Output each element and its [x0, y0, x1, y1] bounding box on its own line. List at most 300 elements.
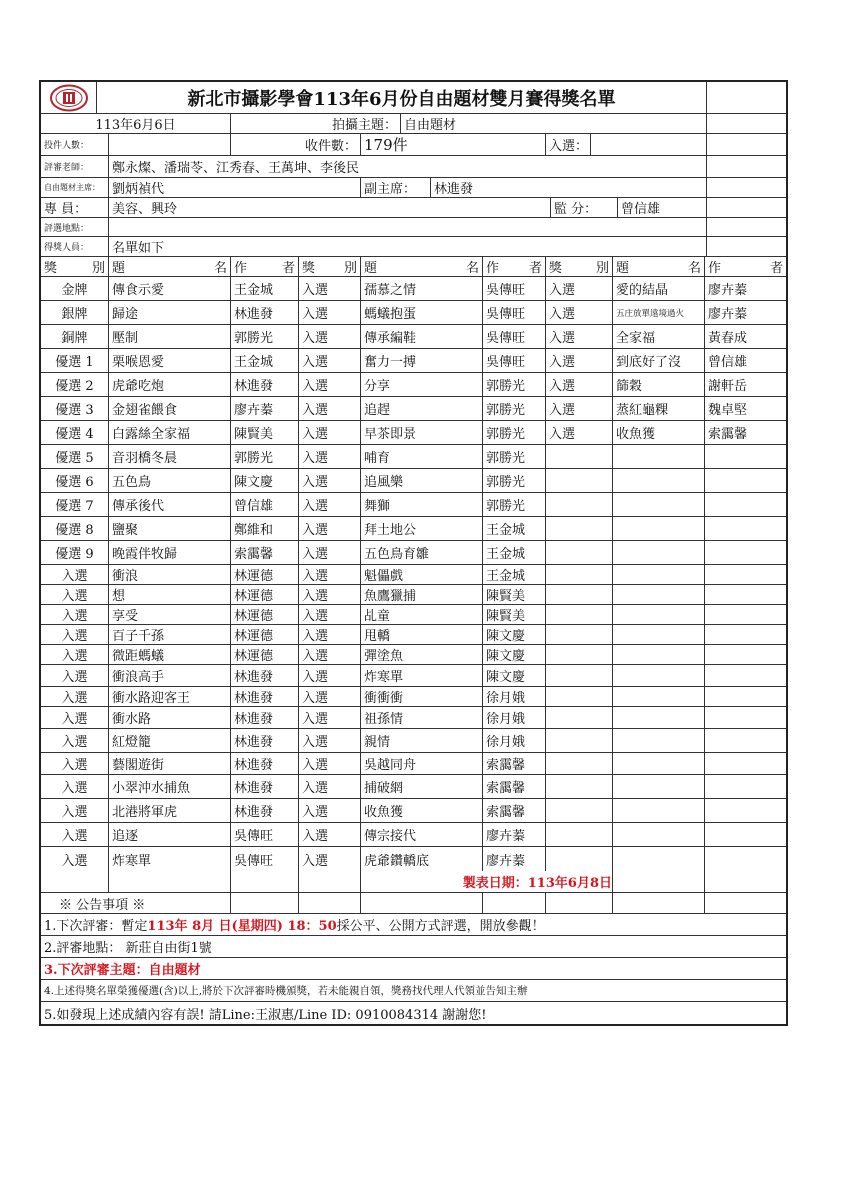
title-cell: 衝水路迎客王 — [109, 687, 231, 706]
award-cell — [546, 823, 613, 846]
title-cell — [613, 665, 705, 686]
award-cell — [546, 645, 613, 664]
author-cell — [705, 775, 786, 798]
author-cell: 索靄馨 — [231, 541, 299, 564]
award-cell: 入選 — [299, 277, 361, 300]
title-cell: 奮力一搏 — [361, 349, 483, 372]
award-cell: 入選 — [41, 645, 109, 664]
award-cell: 入選 — [299, 373, 361, 396]
award-cell: 入選 — [41, 565, 109, 584]
table-row — [41, 445, 786, 469]
title-cell: 栗喉恩愛 — [109, 349, 231, 372]
author-cell: 林進發 — [231, 729, 299, 752]
award-cell: 入選 — [41, 753, 109, 774]
table-row — [41, 373, 786, 397]
winners-value: 名單如下 — [109, 237, 707, 256]
award-cell — [546, 625, 613, 644]
title-cell — [613, 707, 705, 728]
award-cell: 入選 — [546, 397, 613, 420]
title-cell: 鹽聚 — [109, 517, 231, 540]
title-cell: 衝浪高手 — [109, 665, 231, 686]
table-row — [41, 605, 786, 625]
header-title: 題 名 — [361, 257, 483, 276]
date-theme-row — [41, 114, 786, 134]
table-row — [41, 707, 786, 729]
author-cell: 廖卉蓁 — [708, 307, 748, 322]
table-row — [41, 847, 786, 871]
title-cell — [613, 517, 705, 540]
award-cell — [546, 847, 613, 871]
author-cell: 徐月娥 — [483, 687, 546, 706]
author-cell — [705, 625, 786, 644]
header-title: 題 名 — [109, 257, 231, 276]
author-cell: 林進發 — [231, 665, 299, 686]
table-row — [41, 565, 786, 585]
award-sheet — [39, 80, 788, 1026]
title-cell: 金翅雀餵食 — [109, 397, 231, 420]
author-cell — [705, 687, 786, 706]
title-cell: 拜土地公 — [361, 517, 483, 540]
award-cell: 入選 — [299, 625, 361, 644]
author-cell: 陳賢美 — [483, 605, 546, 624]
title-cell: 魚鷹獵捕 — [361, 585, 483, 604]
award-cell: 優選 7 — [41, 493, 109, 516]
table-row — [41, 517, 786, 541]
author-cell: 郭勝光 — [483, 397, 546, 420]
author-cell: 郭勝光 — [483, 445, 546, 468]
column-header-row — [41, 257, 786, 277]
notice-4: 4.上述得獎名單榮獲優選(含)以上,將於下次評審時機頒獎，若未能親自領，獎務找代理人代領並告知主辦 — [41, 980, 786, 1002]
award-cell: 入選 — [299, 421, 361, 444]
title-cell: 紅燈籠 — [109, 729, 231, 752]
association-seal-icon — [41, 82, 97, 114]
title-cell — [613, 445, 705, 468]
title-cell — [613, 753, 705, 774]
title-cell: 祖孫情 — [361, 707, 483, 728]
author-cell: 陳賢美 — [231, 421, 299, 444]
title-cell: 藝閣遊街 — [109, 753, 231, 774]
title-cell — [613, 605, 705, 624]
notice-title: ※ 公告事項 ※ — [41, 893, 231, 913]
author-cell — [705, 469, 786, 492]
title-cell: 五庄放單遠境過火 — [613, 301, 705, 324]
title-cell: 虎爺鑽轎底 — [361, 847, 483, 871]
author-cell: 王金城 — [231, 349, 299, 372]
award-cell: 入選 — [299, 687, 361, 706]
award-cell: 銀牌 — [41, 301, 109, 324]
author-cell: 曾信雄 — [708, 355, 748, 370]
header-award: 獎 別 — [299, 257, 361, 276]
title-cell: 壓制 — [109, 325, 231, 348]
author-cell: 郭勝光 — [231, 445, 299, 468]
author-cell: 郭勝光 — [231, 325, 299, 348]
title-cell: 衝衝衝 — [361, 687, 483, 706]
author-cell — [705, 605, 786, 624]
staff-value: 美容、興玲 — [109, 198, 551, 217]
table-row — [41, 823, 786, 847]
notice-5: 5.如發現上述成績內容有誤! 請Line:王淑惠/Line ID: 0910084314 謝謝您! — [44, 1007, 487, 1023]
author-cell: 陳文慶 — [483, 645, 546, 664]
award-cell: 優選 1 — [41, 349, 109, 372]
table-row — [41, 493, 786, 517]
table-row — [41, 325, 786, 349]
author-cell: 王金城 — [231, 277, 299, 300]
chair-value: 劉炳禎代 — [109, 178, 361, 197]
author-cell: 王金城 — [483, 541, 546, 564]
author-cell: 索靄馨 — [483, 799, 546, 822]
vice-label: 副主席： — [361, 178, 431, 197]
sheet-date: 113年6月6日 — [41, 114, 231, 133]
award-cell: 入選 — [299, 585, 361, 604]
award-cell: 入選 — [299, 847, 361, 871]
title-cell: 北港將軍虎 — [109, 799, 231, 822]
theme-label: 拍攝主題： — [231, 114, 401, 133]
table-row — [41, 469, 786, 493]
author-cell: 陳文慶 — [483, 665, 546, 686]
received-label: 收件數： — [231, 134, 361, 155]
award-cell — [546, 493, 613, 516]
table-row — [41, 775, 786, 799]
award-cell: 入選 — [299, 445, 361, 468]
title-cell: 音羽橋冬晨 — [109, 445, 231, 468]
judges-label: 評審老師： — [41, 156, 109, 177]
author-cell: 林進發 — [231, 301, 299, 324]
author-cell: 王金城 — [483, 517, 546, 540]
author-cell: 林進發 — [231, 707, 299, 728]
award-cell: 入選 — [299, 645, 361, 664]
notice-title-row — [41, 893, 786, 914]
award-cell — [546, 565, 613, 584]
title-cell — [613, 585, 705, 604]
header-author: 作 者 — [483, 257, 546, 276]
author-cell: 廖卉蓁 — [231, 397, 299, 420]
title-cell: 篩穀 — [613, 373, 705, 396]
award-cell: 入選 — [299, 349, 361, 372]
results-table — [41, 277, 786, 871]
title-cell: 螞蟻抱蛋 — [361, 301, 483, 324]
award-cell — [546, 517, 613, 540]
title-cell: 虎爺吃炮 — [109, 373, 231, 396]
judges-row — [41, 156, 786, 178]
author-cell: 林進發 — [231, 753, 299, 774]
page-title: 新北市攝影學會113年6月份自由題材雙月賽得獎名單 — [97, 82, 707, 113]
author-cell — [705, 753, 786, 774]
author-cell: 吳傳旺 — [231, 823, 299, 846]
author-cell: 林進發 — [231, 799, 299, 822]
award-cell — [546, 541, 613, 564]
judges-value: 鄭永燦、潘瑞苓、江秀春、王萬坤、李後民 — [109, 156, 707, 177]
author-cell — [705, 445, 786, 468]
author-cell: 曾信雄 — [231, 493, 299, 516]
award-cell: 入選 — [299, 753, 361, 774]
award-cell: 優選 4 — [41, 421, 109, 444]
award-cell: 入選 — [41, 847, 109, 871]
award-cell: 優選 9 — [41, 541, 109, 564]
title-cell — [613, 493, 705, 516]
award-cell: 優選 3 — [41, 397, 109, 420]
author-cell: 林運德 — [231, 605, 299, 624]
title-cell: 收魚獲 — [361, 799, 483, 822]
award-cell: 優選 8 — [41, 517, 109, 540]
title-cell: 享受 — [109, 605, 231, 624]
title-cell: 衝水路 — [109, 707, 231, 728]
award-cell — [546, 753, 613, 774]
author-cell: 林運德 — [231, 565, 299, 584]
award-cell: 入選 — [299, 665, 361, 686]
award-cell: 優選 2 — [41, 373, 109, 396]
author-cell: 郭勝光 — [483, 373, 546, 396]
author-cell: 索靄馨 — [483, 753, 546, 774]
author-cell: 陳賢美 — [483, 585, 546, 604]
author-cell: 魏卓堅 — [708, 403, 748, 418]
vice-value: 林進發 — [431, 178, 707, 197]
table-row — [41, 421, 786, 445]
table-row — [41, 665, 786, 687]
author-cell — [705, 585, 786, 604]
award-cell: 入選 — [299, 729, 361, 752]
award-cell — [546, 775, 613, 798]
submitters-label: 投件人數： — [41, 134, 109, 155]
award-cell — [546, 445, 613, 468]
venue-row — [41, 218, 786, 237]
header-title: 題 名 — [613, 257, 705, 276]
made-date-row — [41, 871, 786, 893]
count-row — [41, 134, 786, 156]
award-cell — [546, 469, 613, 492]
award-cell: 入選 — [41, 707, 109, 728]
title-cell: 親情 — [361, 729, 483, 752]
author-cell: 黃春成 — [708, 331, 748, 346]
chair-label: 自由題材主席： — [41, 178, 109, 197]
title-cell: 乩童 — [361, 605, 483, 624]
table-row — [41, 397, 786, 421]
author-cell — [705, 707, 786, 728]
title-cell — [613, 823, 705, 846]
author-cell: 吳傳旺 — [483, 349, 546, 372]
author-cell: 徐月娥 — [483, 707, 546, 728]
title-cell — [613, 687, 705, 706]
title-cell: 早茶即景 — [361, 421, 483, 444]
title-cell: 追趕 — [361, 397, 483, 420]
table-row — [41, 277, 786, 301]
award-cell — [546, 585, 613, 604]
author-cell: 林進發 — [231, 687, 299, 706]
header-author: 作 者 — [231, 257, 299, 276]
author-cell: 王金城 — [483, 565, 546, 584]
author-cell: 吳傳旺 — [483, 277, 546, 300]
table-row — [41, 753, 786, 775]
author-cell — [705, 799, 786, 822]
table-row — [41, 645, 786, 665]
award-cell: 入選 — [41, 605, 109, 624]
title-cell: 到底好了沒 — [613, 349, 705, 372]
award-cell — [546, 605, 613, 624]
title-cell: 白露絲全家福 — [109, 421, 231, 444]
award-cell: 入選 — [299, 493, 361, 516]
staff-row — [41, 198, 786, 218]
award-cell: 入選 — [41, 625, 109, 644]
author-cell: 廖卉蓁 — [483, 847, 546, 871]
title-cell: 彈塗魚 — [361, 645, 483, 664]
theme-value: 自由題材 — [401, 114, 707, 133]
title-cell: 小翠沖水捕魚 — [109, 775, 231, 798]
author-cell: 林運德 — [231, 625, 299, 644]
author-cell: 吳傳旺 — [483, 301, 546, 324]
title-cell: 捕破網 — [361, 775, 483, 798]
title-cell: 傳食示愛 — [109, 277, 231, 300]
title-cell: 蒸紅龜粿 — [613, 397, 705, 420]
title-cell — [613, 625, 705, 644]
award-cell: 入選 — [546, 349, 613, 372]
award-cell: 優選 5 — [41, 445, 109, 468]
title-cell: 晚霞伴牧歸 — [109, 541, 231, 564]
author-cell: 索靄馨 — [483, 775, 546, 798]
award-cell: 優選 6 — [41, 469, 109, 492]
header-award: 獎 別 — [546, 257, 613, 276]
author-cell: 吳傳旺 — [231, 847, 299, 871]
title-cell — [613, 847, 705, 871]
award-cell: 入選 — [299, 469, 361, 492]
title-cell: 哺育 — [361, 445, 483, 468]
author-cell — [705, 493, 786, 516]
staff-label: 專 員： — [41, 198, 109, 217]
award-cell: 入選 — [41, 585, 109, 604]
title-cell: 全家福 — [613, 325, 705, 348]
table-row — [41, 541, 786, 565]
award-cell: 入選 — [299, 565, 361, 584]
author-cell: 郭勝光 — [483, 421, 546, 444]
supervisor-value: 曾信雄 — [618, 198, 707, 217]
author-cell: 林進發 — [231, 373, 299, 396]
award-cell: 入選 — [546, 421, 613, 444]
winners-label: 得獎人員： — [41, 237, 109, 256]
table-row — [41, 349, 786, 373]
title-cell: 愛的結晶 — [613, 277, 705, 300]
received-value: 179件 — [361, 134, 546, 155]
award-cell: 入選 — [299, 517, 361, 540]
award-cell: 入選 — [299, 823, 361, 846]
award-cell: 入選 — [546, 325, 613, 348]
title-cell: 五色鳥育雛 — [361, 541, 483, 564]
made-date: 製表日期：113年6月8日 — [361, 871, 613, 892]
table-row — [41, 301, 786, 325]
award-cell: 入選 — [299, 799, 361, 822]
author-cell: 郭勝光 — [483, 469, 546, 492]
author-cell — [705, 665, 786, 686]
title-cell: 收魚獲 — [613, 421, 705, 444]
author-cell: 鄭維和 — [231, 517, 299, 540]
title-cell: 百子千孫 — [109, 625, 231, 644]
title-cell: 炸寒單 — [361, 665, 483, 686]
header-author: 作 者 — [708, 261, 783, 276]
title-cell: 甩轎 — [361, 625, 483, 644]
title-cell: 五色鳥 — [109, 469, 231, 492]
award-cell: 入選 — [299, 541, 361, 564]
title-cell: 微距螞蟻 — [109, 645, 231, 664]
header-award: 獎 別 — [41, 257, 109, 276]
title-cell: 追風樂 — [361, 469, 483, 492]
title-cell: 傳承編鞋 — [361, 325, 483, 348]
award-cell — [546, 707, 613, 728]
title-cell — [613, 799, 705, 822]
author-cell — [705, 565, 786, 584]
author-cell — [705, 645, 786, 664]
title-cell — [613, 645, 705, 664]
author-cell — [705, 729, 786, 752]
author-cell — [705, 517, 786, 540]
author-cell: 林運德 — [231, 585, 299, 604]
award-cell: 入選 — [299, 325, 361, 348]
award-cell: 入選 — [41, 665, 109, 686]
table-row — [41, 585, 786, 605]
supervisor-label: 監 分： — [551, 198, 618, 217]
title-cell: 衝浪 — [109, 565, 231, 584]
author-cell: 索靄馨 — [708, 427, 748, 442]
award-cell — [546, 687, 613, 706]
title-cell: 想 — [109, 585, 231, 604]
award-cell — [546, 799, 613, 822]
award-cell: 入選 — [299, 707, 361, 728]
title-cell: 追逐 — [109, 823, 231, 846]
award-cell: 入選 — [41, 687, 109, 706]
award-cell: 入選 — [546, 277, 613, 300]
selected-label: 入選： — [546, 134, 591, 155]
author-cell: 陳文慶 — [483, 625, 546, 644]
award-cell: 入選 — [546, 301, 613, 324]
notice-3: 3.下次評審主題：自由題材 — [41, 958, 786, 980]
table-row — [41, 625, 786, 645]
award-cell — [546, 729, 613, 752]
title-cell: 分享 — [361, 373, 483, 396]
title-cell: 傳承後代 — [109, 493, 231, 516]
author-cell: 郭勝光 — [483, 493, 546, 516]
title-cell — [613, 469, 705, 492]
table-row — [41, 799, 786, 823]
title-cell: 傳宗接代 — [361, 823, 483, 846]
award-cell: 入選 — [299, 397, 361, 420]
title-cell — [613, 729, 705, 752]
notice-1: 1.下次評審：暫定 113年 8月 日(星期四) 18：50 採公平、公開方式評選，開放參觀！ — [41, 914, 786, 936]
title-cell — [613, 565, 705, 584]
title-cell: 魁儡戲 — [361, 565, 483, 584]
title-row — [41, 82, 786, 114]
award-cell: 入選 — [41, 823, 109, 846]
author-cell: 林運德 — [231, 645, 299, 664]
chair-row — [41, 178, 786, 198]
table-row — [41, 687, 786, 707]
author-cell — [705, 847, 786, 871]
award-cell: 入選 — [299, 605, 361, 624]
table-row — [41, 729, 786, 753]
venue-label: 評選地點： — [41, 218, 109, 236]
award-cell: 入選 — [546, 373, 613, 396]
title-cell: 歸途 — [109, 301, 231, 324]
award-cell: 入選 — [299, 301, 361, 324]
award-cell: 入選 — [41, 799, 109, 822]
award-cell: 入選 — [41, 729, 109, 752]
title-cell: 舞獅 — [361, 493, 483, 516]
author-cell — [705, 541, 786, 564]
notice-2: 2.評審地點： 新莊自由街1號 — [41, 936, 786, 958]
award-cell: 入選 — [299, 775, 361, 798]
author-cell: 吳傳旺 — [483, 325, 546, 348]
author-cell: 林進發 — [231, 775, 299, 798]
award-cell: 金牌 — [41, 277, 109, 300]
author-cell: 徐月娥 — [483, 729, 546, 752]
title-cell — [613, 541, 705, 564]
award-cell — [546, 665, 613, 686]
title-cell: 吳越同舟 — [361, 753, 483, 774]
